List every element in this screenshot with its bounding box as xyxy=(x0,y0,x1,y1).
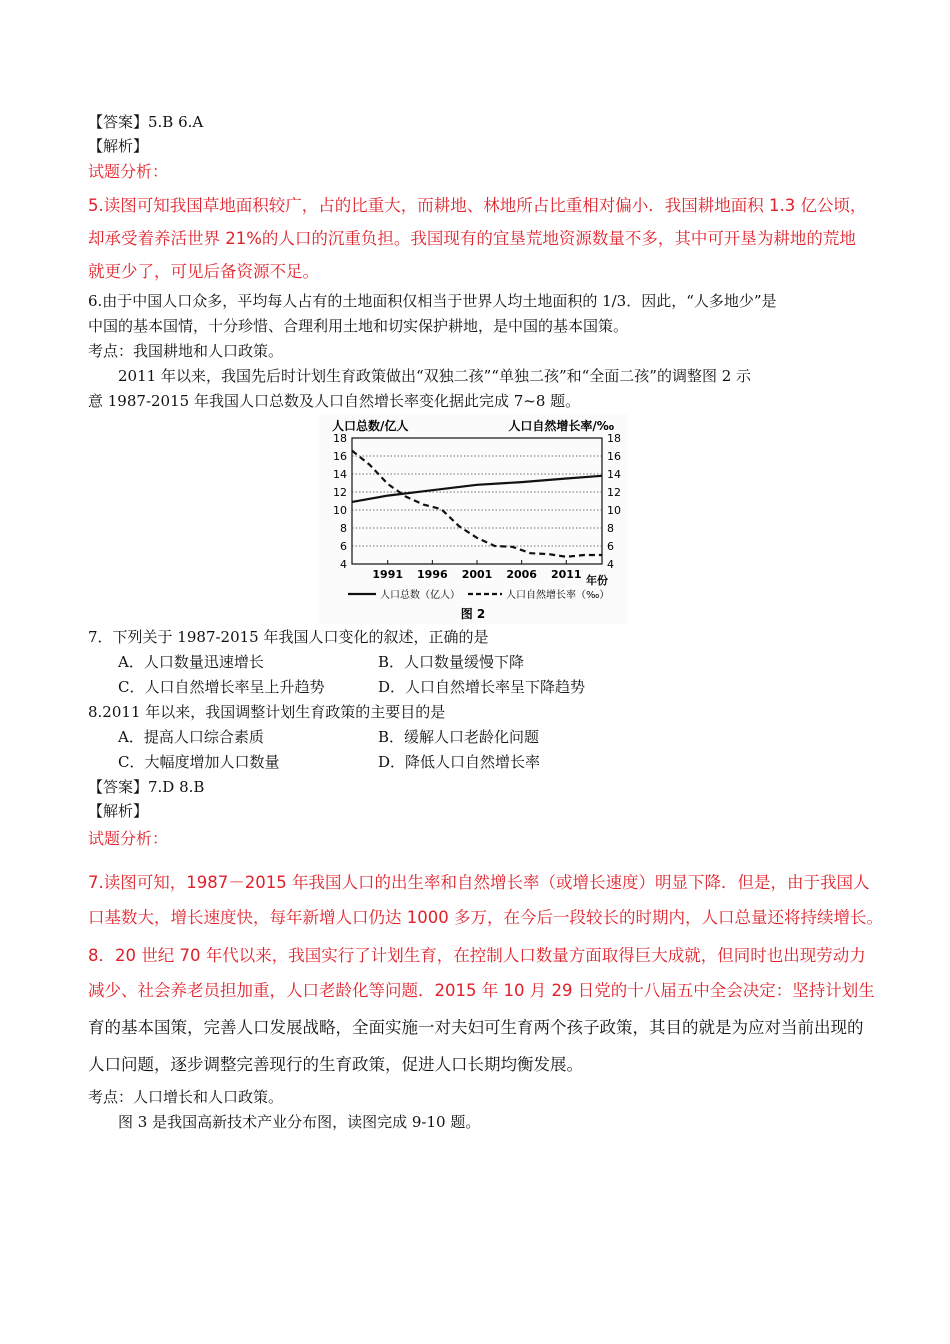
explanation-q8-line2: 减少、社会养老员担加重，人口老龄化等问题．2015 年 10 月 29 日党的十八届五中全会决定：坚持计划生 xyxy=(88,981,875,1000)
left-axis-label: 人口总数/亿人 xyxy=(332,419,409,433)
q7-option-c[interactable]: C．人口自然增长率呈上升趋势 xyxy=(118,678,325,696)
explanation-q5-line2: 却承受着养活世界 21%的人口的沉重负担。我国现有的宜垦荒地资源数量不多，其中可开垦为耕地的荒地 xyxy=(88,229,856,248)
y-tick-left: 18 xyxy=(333,432,347,445)
y-tick-right: 4 xyxy=(607,558,614,571)
y-tick-right: 16 xyxy=(607,450,621,463)
right-axis-label: 人口自然增长率/‰ xyxy=(508,419,614,433)
series-population-total xyxy=(352,476,602,502)
x-tick-label: 2006 xyxy=(506,568,537,581)
y-tick-left: 12 xyxy=(333,486,347,499)
analysis-subtitle: 试题分析： xyxy=(88,162,169,181)
intro-q9-10: 图 3 是我国高新技术产业分布图，读图完成 9-10 题。 xyxy=(118,1113,481,1131)
y-tick-right: 10 xyxy=(607,504,621,517)
plot-frame xyxy=(352,438,602,564)
explanation-q6-line1: 6.由于中国人口众多，平均每人占有的土地面积仅相当于世界人均土地面积的 1/3．因此，“人多地少”是 xyxy=(88,292,777,310)
question-8: 8.2011 年以来，我国调整计划生育政策的主要目的是 xyxy=(88,703,446,721)
explanation-q5-line1: 5.读图可知我国草地面积较广，占的比重大，而耕地、林地所占比重相对偏小．我国耕地面积 1.3 亿公顷， xyxy=(88,196,867,215)
intro-q7-8-line2: 意 1987-2015 年我国人口总数及人口自然增长率变化据此完成 7~8 题。 xyxy=(88,392,581,410)
y-tick-left: 6 xyxy=(340,540,347,553)
legend-rate: 人口自然增长率（‰） xyxy=(506,590,610,601)
analysis-label-2: 【解析】 xyxy=(88,802,149,820)
y-tick-left: 14 xyxy=(333,468,347,481)
q7-option-b[interactable]: B．人口数量缓慢下降 xyxy=(378,653,525,671)
q8-option-b[interactable]: B．缓解人口老龄化问题 xyxy=(378,728,540,746)
intro-q7-8-line1: 2011 年以来，我国先后时计划生育政策做出“双独二孩”“单独二孩”和“全面二孩”的调整图 2 示 xyxy=(118,367,752,385)
y-tick-left: 16 xyxy=(333,450,347,463)
x-tick-label: 2011 xyxy=(550,568,582,581)
kaodian-2: 考点：人口增长和人口政策。 xyxy=(88,1088,284,1106)
answer-7-8: 【答案】7.D 8.B xyxy=(88,778,205,796)
figure-caption: 图 2 xyxy=(460,607,486,621)
explanation-q5-line3: 就更少了，可见后备资源不足。 xyxy=(88,262,319,281)
analysis-label: 【解析】 xyxy=(88,137,149,155)
explanation-q8-line1: 8．20 世纪 70 年代以来，我国实行了计划生育，在控制人口数量方面取得巨大成就，但同时也出现劳动力 xyxy=(88,946,866,965)
y-tick-left: 8 xyxy=(340,522,347,535)
question-7: 7．下列关于 1987-2015 年我国人口变化的叙述，正确的是 xyxy=(88,628,489,646)
q7-option-d[interactable]: D．人口自然增长率呈下降趋势 xyxy=(378,678,586,696)
q8-option-d[interactable]: D．降低人口自然增长率 xyxy=(378,753,541,771)
y-tick-right: 8 xyxy=(607,522,614,535)
q8-option-a[interactable]: A．提高人口综合素质 xyxy=(118,728,264,746)
y-tick-left: 4 xyxy=(340,558,347,571)
kaodian-1: 考点：我国耕地和人口政策。 xyxy=(88,342,284,360)
population-chart xyxy=(318,414,628,624)
explanation-q6-line2: 中国的基本国情，十分珍惜、合理利用土地和切实保护耕地，是中国的基本国策。 xyxy=(88,317,629,335)
explanation-q7-line1: 7.读图可知，1987－2015 年我国人口的出生率和自然增长率（或增长速度）明显下降．但是，由于我国人 xyxy=(88,873,870,892)
y-tick-right: 12 xyxy=(607,486,621,499)
x-unit-label: 年份 xyxy=(586,574,608,587)
answer-5-6: 【答案】5.B 6.A xyxy=(88,113,204,131)
legend-total: 人口总数（亿人） xyxy=(380,590,460,601)
explanation-q7-line2: 口基数大，增长速度快，每年新增人口仍达 1000 多万，在今后一段较长的时期内，人口总量还将持续增长。 xyxy=(88,908,883,927)
y-tick-right: 6 xyxy=(607,540,614,553)
x-tick-label: 2001 xyxy=(461,568,493,581)
series-growth-rate xyxy=(352,451,602,557)
y-tick-right: 18 xyxy=(607,432,621,445)
q7-option-a[interactable]: A．人口数量迅速增长 xyxy=(118,653,264,671)
x-tick-label: 1996 xyxy=(417,568,448,581)
x-tick-label: 1991 xyxy=(372,568,404,581)
y-tick-left: 10 xyxy=(333,504,347,517)
explanation-q8-line4: 人口问题，逐步调整完善现行的生育政策，促进人口长期均衡发展。 xyxy=(88,1055,583,1074)
q8-option-c[interactable]: C．大幅度增加人口数量 xyxy=(118,753,280,771)
explanation-q8-line3: 育的基本国策，完善人口发展战略，全面实施一对夫妇可生育两个孩子政策，其目的就是为应对当前出现的 xyxy=(88,1018,864,1037)
y-tick-right: 14 xyxy=(607,468,621,481)
analysis-subtitle-2: 试题分析： xyxy=(88,829,169,848)
